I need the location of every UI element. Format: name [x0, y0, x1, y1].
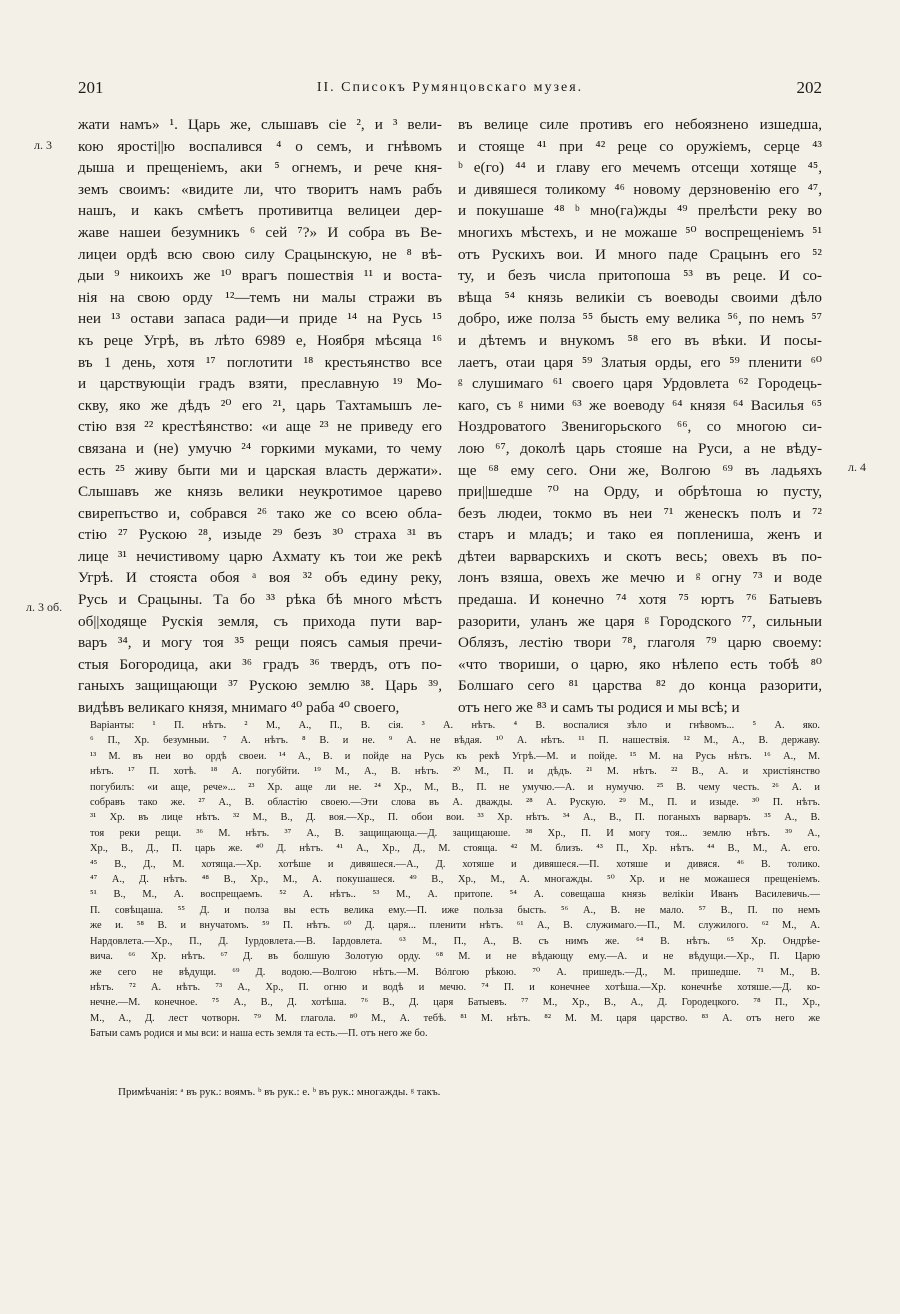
text-line: лонъ взяша, овехъ же мечю и ᵍ огну ⁷³ и воде	[458, 569, 822, 587]
text-line: добро, иже полза ⁵⁵ бысть ему велика ⁵⁶, по немъ ⁵⁷	[458, 310, 822, 328]
text-line: свирепъство и, собрався ²⁶ тако же со всею обла-	[78, 504, 442, 522]
variant-line: нѣтъ. ⁷² А. нѣтъ. ⁷³ А., Хр., П. огню и водѣ и мечю. ⁷⁴ П. и конечнее хотѣша.—Хр. конечнѣе хотяше.—Д. ко-	[90, 981, 820, 993]
notes: Примѣчанiя: ᵃ въ рук.: воямъ. ᵇ въ рук.: е. ᵇ въ рук.: многажды. ᵍ такъ.	[118, 1086, 441, 1098]
variant-line: ³¹ Хр. въ лице нѣтъ. ³² М., В., Д. воя.—Хр., П. обои вои. ³³ Хр. нѣтъ. ³⁴ А., В., П. поганыхъ варваръ. ³⁵ А., В.	[90, 812, 820, 824]
variant-line: ⁵¹ В., М., А. воспрещаемъ. ⁵² А. нѣтъ.. ⁵³ М., А. притопе. ⁵⁴ А. совещаша князь велiкiи Иванъ Василевичь.—	[90, 889, 820, 901]
text-line: «что твориши, о царю, яко нѣлепо есть тобѣ ⁸⁰	[458, 655, 822, 673]
text-line: Болшаго сего ⁸¹ царства ⁸² до конца разорити,	[458, 677, 822, 695]
text-line: вѣща ⁵⁴ князь великiи съ воеводы своими дѣло	[458, 288, 822, 306]
text-line: видѣвъ великаго князя, мнимаго ⁴⁰ раба ⁴⁰ своего,	[78, 699, 400, 717]
text-line: лою ⁶⁷, доколѣ царь стояше на Руси, а не вѣду-	[458, 439, 822, 457]
page-number-right: 202	[796, 78, 822, 97]
text-line: многихъ мѣстехъ, и не можаше ⁵⁰ воспрещенiемъ ⁵¹	[458, 223, 822, 241]
text-line: предаша. И конечно ⁷⁴ хотя ⁷⁵ юртъ ⁷⁶ Батыевъ	[458, 591, 822, 609]
variant-line: Хр., В., Д., П. царь же. ⁴⁰ Д. нѣтъ. ⁴¹ А., Хр., Д., М. стояща. ⁴² М. близъ. ⁴³ П., Хр. нѣтъ. ⁴⁴ В., М., А. его.	[90, 843, 820, 855]
text-line: Слышавъ же князь велики неукротимое царево	[78, 483, 442, 501]
text-line: Русь и Срацыны. Та бо ³³ рѣка бѣ много мѣстъ	[78, 591, 442, 609]
variant-line: ⁶ П., Хр. безумныи. ⁷ А. нѣтъ. ⁸ В. и не. ⁹ А. не вѣдая. ¹⁰ А. нѣтъ. ¹¹ П. нашествiя. ¹² М., А., В. державу.	[90, 735, 820, 747]
text-line: старъ и младъ; и тако ея поплениша, женъ и	[458, 526, 822, 544]
text-line: дыи ⁹ никоихъ же ¹⁰ врагъ пошествiя ¹¹ и воста-	[78, 267, 442, 285]
variants-apparatus	[90, 718, 820, 1042]
variant-line: ⁴⁷ А., Д. нѣтъ. ⁴⁸ В., Хр., М., А. покушашеся. ⁴⁹ В., Хр., М., А. многажды. ⁵⁰ Хр. и не можашеся прещенiемъ.	[90, 874, 820, 886]
text-line: связана и (не) умучю ²⁴ горкими муками, то чему	[78, 439, 442, 457]
text-line: и покушаше ⁴⁸ ᵇ мно(га)жды ⁴⁹ прелѣсти реку во	[458, 202, 822, 220]
text-line: стыя Богородица, аки ³⁶ градъ ³⁶ твердъ, отъ по-	[78, 655, 442, 673]
text-line: къ реце Угрѣ, въ лѣто 6989 е, Ноября мѣсяца ¹⁶	[78, 331, 442, 349]
text-line: есть ²⁵ живу быти ми и царская власть держати».	[78, 461, 442, 479]
variant-line: нечне.—М. конечное. ⁷⁵ А., В., Д. хотѣша. ⁷⁶ В., Д. царя Батыевъ. ⁷⁷ М., Хр., В., А., Д. Городецкого. ⁷⁸ П., Хр.,	[90, 997, 820, 1009]
text-line: ще ⁶⁸ ему сего. Они же, Волгою ⁶⁹ въ ладьяхъ	[458, 461, 822, 479]
left-text-column	[78, 114, 442, 719]
text-line: ганыхъ защищающи ³⁷ Рускою землю ³⁸. Царь ³⁹,	[78, 677, 442, 695]
text-line: ᵇ е(го) ⁴⁴ и главу его мечемъ отсещи хотяще ⁴⁵,	[458, 159, 822, 177]
text-line: Угрѣ. И стояста обоя ᵃ воя ³² объ едину реку,	[78, 569, 442, 587]
page-number-left: 201	[78, 78, 104, 97]
text-line: стiю взя ²² крестѣянство: «и аще ²³ не приведу его	[78, 418, 442, 436]
text-line: лаетъ, отаи царя ⁵⁹ Златыя орды, его ⁵⁹ пленити ⁶⁰	[458, 353, 822, 371]
text-line: земъ своимъ: «видите ли, что творитъ намъ рабъ	[78, 180, 442, 198]
text-line: и стояще ⁴¹ при ⁴² реце со оружiемъ, серце ⁴³	[458, 137, 822, 155]
text-line: при||шедше ⁷⁰ на Орду, и обрѣтоша ю пусту,	[458, 483, 822, 501]
text-line: отъ Рускихъ вои. И много паде Срацынъ его ⁵²	[458, 245, 822, 263]
running-title: II. Списокъ Румянцовскаго музея.	[316, 80, 584, 95]
text-line: безъ людеи, токмо въ неи ⁷¹ женескъ полъ и ⁷²	[458, 504, 822, 522]
text-line: нашъ, и какъ смѣетъ противитца велицеи дер-	[78, 202, 442, 220]
variant-line: ¹³ М. въ неи во ордѣ своеи. ¹⁴ А., В. и пойде на Русь къ рекѣ Угрѣ.—М. и пойде. ¹⁵ М. на Русь нѣтъ. ¹⁶ А., М.	[90, 750, 820, 762]
variant-line: Нардовлета.—Хр., П., Д. Iурдовлета.—В. Iардовлета. ⁶³ М., П., А., В. съ нимъ же. ⁶⁴ В. нѣтъ. ⁶⁵ Хр. Ондрѣе-	[90, 935, 820, 947]
text-line: стiю ²⁷ Рускою ²⁸, изыде ²⁹ безъ ³⁰ страха ³¹ въ	[78, 526, 442, 544]
text-line: об||ходяще Рускiя земля, съ прихода пути вар-	[78, 612, 442, 630]
margin-folio-note: л. 4	[848, 460, 866, 474]
variant-line: тоя реки рещи. ³⁶ М. нѣтъ. ³⁷ А., В. защищающа.—Д. защищаюше. ³⁸ Хр., П. И могу тоя... землю нѣтъ. ³⁹ А.,	[90, 827, 820, 839]
text-line: ту, и безъ числа притопоша ⁵³ въ реце. И со-	[458, 267, 822, 285]
margin-folio-note: л. 3 об.	[26, 600, 63, 614]
text-line: жати намъ» ¹. Царь же, слышавъ сіе ², и ³ вели-	[78, 116, 442, 133]
variant-line: погубилъ: «и аще, рече»... ²³ Хр. аще ли не. ²⁴ Хр., М., В., П. не умучю.—А. и нумучю. ²⁵ В. чему честь. ²⁶ А. и	[90, 781, 820, 793]
text-line: неи ¹³ остави запаса ради—и приде ¹⁴ на Русь ¹⁵	[78, 310, 442, 328]
text-line: лице ³¹ нечистивому царю Ахмату къ тои же рекѣ	[78, 547, 442, 565]
variant-line: Варiанты: ¹ П. нѣтъ. ² М., А., П., В. сiя. ³ А. нѣтъ. ⁴ В. воспалися зѣло и гнѣвомъ... ⁵ А. яко.	[90, 720, 820, 731]
page-header	[78, 78, 822, 108]
text-line: ᵍ слушимаго ⁶¹ своего царя Урдовлета ⁶² Городець-	[458, 375, 822, 393]
margin-folio-note: л. 3	[34, 138, 52, 152]
variant-line: нѣтъ. ¹⁷ П. хотѣ. ¹⁸ А. погубйти. ¹⁹ М., А., В. нѣтъ. ²⁰ М., П. и дѣдъ. ²¹ М. нѣтъ. ²² В., А. и христiянство	[90, 766, 820, 778]
text-line: разорити, уланъ же царя ᵍ Городского ⁷⁷, сильныи	[458, 612, 822, 630]
variant-line: же и. ⁵⁸ В. и внучатомъ. ⁵⁹ П. нѣтъ. ⁶⁰ Д. царя... пленити нѣтъ. ⁶¹ А., В. служимаго.—П., М. служилого. ⁶² М., А.	[90, 920, 820, 932]
text-line: Облязъ, лестiю твори ⁷⁸, глаголя ⁷⁹ царю своему:	[458, 634, 822, 652]
text-line: варъ ³⁴, и могу тоя ³⁵ рещи поясъ самыя пречи-	[78, 634, 442, 652]
variant-line: М., А., Д. лест чотворн. ⁷⁹ М. глагола. ⁸⁰ М., А. тебѣ. ⁸¹ М. нѣтъ. ⁸² М. М. царя царство. ⁸³ А. отъ него же	[90, 1012, 820, 1024]
text-line: въ 1 день, хотя ¹⁷ поглотити ¹⁸ крестьянство все	[78, 353, 442, 371]
text-line: кою яростi||ю воспалився ⁴ о семъ, и гнѣвомъ	[78, 137, 442, 155]
variant-line: собравъ тако же. ²⁷ А., В. областiю своею.—Эти слова въ А. дважды. ²⁸ А. Рускую. ²⁹ М., П. и изыде. ³⁰ П. нѣтъ.	[90, 797, 820, 809]
variant-line: ⁴⁵ В., Д., М. хотяща.—Хр. хотѣше и дивяшеся.—А., Д. хотяше и дивяшеся.—П. хотяше и дивяся. ⁴⁶ В. толико.	[90, 858, 820, 870]
right-text-column	[458, 114, 822, 719]
variant-line: же сего не вѣдущи. ⁶⁹ Д. водою.—Волгою нѣтъ.—М. Вóлгою рѣкою. ⁷⁰ А. пришедъ.—Д., М. пришедше. ⁷¹ М., В.	[90, 966, 820, 978]
text-line: жаве нашеи безумникъ ⁶ сей ⁷?» И собра въ Ве-	[78, 223, 442, 241]
text-line: и дѣтемъ и внукомъ ⁵⁸ его въ вѣки. И посы-	[458, 331, 822, 349]
text-line: дѣтеи варварскихъ и скотъ весь; овехъ въ по-	[458, 547, 822, 565]
text-line: и дивяшеся толикому ⁴⁶ новому дерзновенiю его ⁴⁷,	[458, 180, 822, 198]
text-line: скву, яко же дѣдъ ²⁰ его ²¹, царь Тахтамышъ ле-	[78, 396, 442, 414]
variant-line: вича. ⁶⁶ Хр. нѣтъ. ⁶⁷ Д. въ болшую Золотую орду. ⁶⁸ М. и не вѣдающу ему.—А. и не вѣдущи.—Хр., П. Царю	[90, 951, 820, 963]
text-line: дыша и прещенiемъ, аки ⁵ огнемъ, и рече кня-	[78, 159, 442, 177]
text-line: въ велице силе противъ его небоязнено изшедша,	[458, 116, 822, 133]
text-line: и царствующiи градъ взяти, преславную ¹⁹ Мо-	[78, 375, 442, 393]
text-line: нiя на свою орду ¹²—темъ ни малы стражи въ	[78, 288, 442, 306]
text-line: каго, съ ᵍ ними ⁶³ же воеводу ⁶⁴ князя ⁶⁴ Василья ⁶⁵	[458, 396, 822, 414]
variant-line: П. совѣщаша. ⁵⁵ Д. и полза вы есть велика ему.—П. иже польза бысть. ⁵⁶ А., В. не мало. ⁵⁷ В., П. по немъ	[90, 904, 820, 916]
text-line: Ноздроватого Звенигорьского ⁶⁶, со многою си-	[458, 418, 822, 436]
text-line: лицеи ордѣ всю свою силу Срацынскую, не ⁸ вѣ-	[78, 245, 442, 263]
variant-line: Батыи самъ родися и мы вси: и наша есть земля та есть.—П. отъ него же бо.	[90, 1028, 428, 1040]
text-line: отъ него же ⁸³ и самъ ты родися и мы всѣ; и	[458, 699, 740, 717]
